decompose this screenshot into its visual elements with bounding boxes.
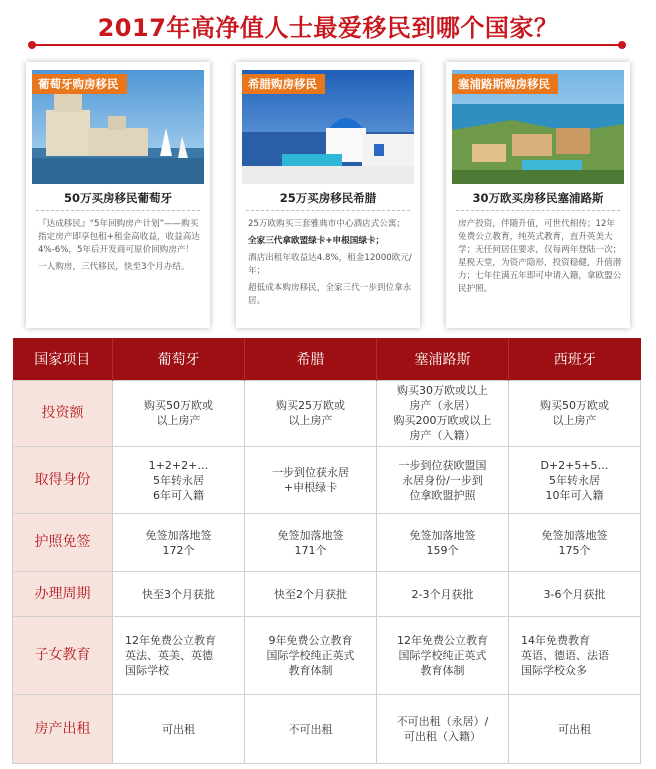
- cell-line: 可出租: [558, 722, 591, 736]
- table-row: [13, 695, 641, 764]
- column-header: 西班牙: [509, 338, 641, 380]
- cell-line: 2-3个月获批: [411, 587, 474, 601]
- table-cell: [245, 695, 377, 764]
- cell-line: 159个: [426, 543, 459, 557]
- card-headline: 50万买房移民葡萄牙: [63, 191, 172, 205]
- card-cyprus[interactable]: [446, 62, 630, 328]
- cell-line: 3-6个月获批: [543, 587, 606, 601]
- cell-line: 以上房产: [288, 414, 333, 428]
- table-cell: [509, 695, 641, 764]
- divider-dot-right: [618, 41, 626, 49]
- cell-line: 国际学校: [125, 664, 169, 678]
- table-row: [13, 380, 641, 447]
- row-label: 护照免签: [13, 514, 113, 572]
- table-cell: [377, 447, 509, 514]
- cell-line: 英法、英美、英德: [125, 649, 213, 663]
- card-headline: 30万欧买房移民塞浦路斯: [472, 191, 604, 205]
- cell-line: 房产（永居）: [409, 399, 476, 413]
- card-headline: 25万买房移民希腊: [279, 191, 377, 205]
- row-label: 投资额: [13, 380, 113, 447]
- comparison-table: [12, 338, 641, 764]
- table-cell: [245, 380, 377, 447]
- cell-line: 购买30万欧或以上: [397, 384, 488, 398]
- divider-dot-left: [28, 41, 36, 49]
- cell-line: 12年免费公立教育: [125, 634, 216, 648]
- table-cell: [113, 617, 245, 695]
- card-tag: 塞浦路斯购房移民: [452, 74, 558, 94]
- cell-line: 国际学校纯正英式: [266, 649, 355, 663]
- cell-line: 国际学校众多: [521, 664, 587, 678]
- cell-line: 10年可入籍: [545, 488, 604, 502]
- cell-line: 一步到位获欧盟国: [398, 458, 487, 472]
- card-divider: [36, 210, 200, 211]
- column-header: 国家项目: [13, 338, 113, 380]
- cell-line: 免签加落地签: [277, 528, 344, 542]
- card-body: [458, 218, 622, 300]
- row-label: 子女教育: [13, 617, 113, 695]
- cell-line: 可出租（入籍）: [404, 730, 481, 743]
- cell-line: 购买50万欧或: [540, 399, 609, 413]
- program-cards: [26, 62, 630, 328]
- card-divider: [456, 210, 620, 211]
- cell-line: 可出租: [162, 722, 195, 736]
- cell-line: 以上房产: [552, 414, 597, 428]
- table-cell: [509, 447, 641, 514]
- card-paragraph: 全家三代拿欧盟绿卡+申根国绿卡；: [248, 236, 385, 246]
- cell-line: 国际学校纯正英式: [398, 649, 487, 663]
- table-row: [13, 447, 641, 514]
- cell-line: 171个: [294, 543, 327, 557]
- column-header: 葡萄牙: [113, 338, 245, 380]
- table-cell: [113, 572, 245, 617]
- cell-line: 一步到位获永居: [272, 466, 349, 480]
- cell-line: 购买200万欧或以上: [393, 414, 492, 428]
- table-cell: [245, 514, 377, 572]
- cell-line: 教育体制: [288, 664, 333, 678]
- card-paragraph: 一人购房，三代移民，快至3个月办结。: [38, 262, 190, 272]
- cell-line: 不可出租: [288, 722, 333, 736]
- card-paragraph: 25万欧购买三套雅典市中心酒店式公寓；: [248, 219, 406, 229]
- table-cell: [509, 572, 641, 617]
- row-label: 取得身份: [13, 447, 113, 514]
- cell-line: 快至3个月获批: [142, 587, 215, 601]
- cell-line: 175个: [558, 543, 591, 557]
- cell-line: 免签加落地签: [409, 528, 476, 542]
- cell-line: 购买25万欧或: [276, 399, 345, 413]
- column-header: 希腊: [245, 338, 377, 380]
- table-cell: [377, 572, 509, 617]
- table-cell: [509, 380, 641, 447]
- cell-line: 英语、德语、法语: [521, 649, 609, 663]
- cell-line: 位拿欧盟护照: [409, 488, 476, 502]
- row-label: 办理周期: [13, 572, 113, 617]
- cell-line: 以上房产: [156, 414, 201, 428]
- card-portugal[interactable]: [26, 62, 210, 328]
- table-cell: [245, 617, 377, 695]
- table-cell: [245, 447, 377, 514]
- cell-line: 购买50万欧或: [144, 399, 213, 413]
- cell-line: 5年转永居: [549, 473, 600, 487]
- table-row: [13, 572, 641, 617]
- table-cell: [113, 380, 245, 447]
- table-cell: [377, 380, 509, 447]
- card-paragraph: 超低成本购房移民，全家三代一步到位拿永居。: [248, 283, 412, 306]
- cell-line: 14年免费教育: [521, 634, 590, 648]
- card-tag: 葡萄牙购房移民: [32, 74, 127, 94]
- cell-line: 12年免费公立教育: [397, 634, 488, 648]
- table-cell: [509, 617, 641, 695]
- cell-line: 5年转永居: [153, 473, 204, 487]
- table-row: [13, 617, 641, 695]
- page-title: 2017年高净值人士最爱移民到哪个国家？: [97, 14, 559, 42]
- card-tag: 希腊购房移民: [242, 74, 325, 94]
- table-row: [13, 514, 641, 572]
- card-body: [248, 218, 412, 312]
- table-cell: [509, 514, 641, 572]
- card-paragraph: 酒店出租年收益达4.8%，租金12000欧元/年；: [248, 253, 412, 276]
- cell-line: 6年可入籍: [153, 488, 204, 502]
- card-body: [38, 218, 202, 278]
- cell-line: 免签加落地签: [541, 528, 608, 542]
- cell-line: 1+2+2+…: [148, 458, 209, 472]
- title-divider: [32, 44, 622, 46]
- table-cell: [377, 617, 509, 695]
- cell-line: 免签加落地签: [145, 528, 212, 542]
- cell-line: 快至2个月获批: [274, 587, 347, 601]
- card-divider: [246, 210, 410, 211]
- cell-line: D+2+5+5…: [540, 458, 609, 472]
- cell-line: 永居身份/一步到: [402, 473, 483, 487]
- cell-line: 9年免费公立教育: [268, 634, 353, 648]
- column-header: 塞浦路斯: [377, 338, 509, 380]
- row-label: 房产出租: [13, 695, 113, 764]
- card-paragraph: 房产投资，伴随升值，可世代相传；12年免费公立教育，纯英式教育，直升英美大学；无任何居住要求，仅每两年登陆一次；星税天堂，为资产隐形，投资稳健，升值潜力；七年住满五年即可申请入籍，拿欧盟公民护照。: [458, 219, 622, 294]
- table-cell: [113, 514, 245, 572]
- table-cell: [245, 572, 377, 617]
- table-cell: [377, 514, 509, 572]
- table-cell: [113, 447, 245, 514]
- table-header-row: [13, 338, 641, 380]
- cell-line: 教育体制: [420, 664, 465, 678]
- cell-line: 不可出租（永居）/: [396, 715, 489, 728]
- cell-line: 172个: [162, 543, 195, 557]
- table-cell: [113, 695, 245, 764]
- cell-line: +申根绿卡: [283, 481, 338, 495]
- card-greece[interactable]: [236, 62, 420, 328]
- table-cell: [377, 695, 509, 764]
- cell-line: 房产（入籍）: [409, 429, 476, 443]
- card-paragraph: 『达成移民』“5年回购房产计划”——购买指定房产即享包租+租金高收益，收益高达4%-6%，5年后开发商可原价回购房产！: [38, 219, 200, 255]
